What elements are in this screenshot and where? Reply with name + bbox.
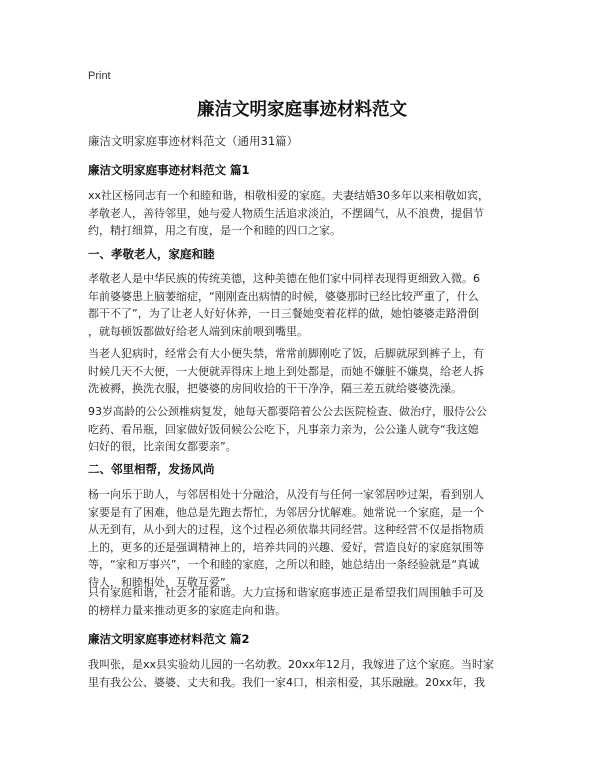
paragraph-line: 等，“家和万事兴”，一个和睦的家庭，之所以和睦，她总结出一条经验就是“真诚 bbox=[88, 558, 480, 571]
paragraph-line: 时候几天不大便，一大便就弄得床上地上到处都是，而她不嫌脏不嫌臭，给老人拆 bbox=[88, 364, 484, 378]
paragraph-line: 约，精打细算，用之有度，是一个和睦的四口之家。 bbox=[88, 224, 341, 237]
paragraph-line: 待人，和睦相处，互敬互爱”。 bbox=[88, 575, 237, 589]
paragraph-line: 洗被褥，换洗衣服，把婆婆的房间收拾的干干净净，隔三差五就给婆婆洗澡。 bbox=[88, 382, 462, 395]
paragraph-line: 我叫张，是xx县实验幼儿园的一名幼教。20xx年12月，我嫁进了这个家庭。当时家 bbox=[88, 658, 495, 671]
paragraph-line: 孝敬老人，善待邻里，她与爱人物质生活追求淡泊，不摆阔气，从不浪费，提倡节 bbox=[88, 206, 484, 220]
paragraph-line: 里有我公公、婆婆、丈夫和我。我们一家4口，相亲相爱，其乐融融。20xx年，我 bbox=[88, 675, 486, 689]
paragraph bbox=[88, 270, 516, 340]
paragraph-line: 吃药、看吊瓶，回家做好饭伺候公公吃下，凡事亲力亲为，公公逢人就夸“我这媳 bbox=[88, 422, 479, 436]
section-heading-neighbors: 二、邻里相帮，发扬风尚 bbox=[88, 462, 215, 476]
paragraph-line: 年前婆婆患上脑萎缩症，“刚刚查出病情的时候，婆婆那时已经比较严重了，什么 bbox=[88, 289, 479, 303]
paragraph bbox=[88, 403, 516, 456]
section-heading-part1: 廉洁文明家庭事迹材料范文 篇1 bbox=[88, 163, 250, 177]
print-link[interactable]: Print bbox=[88, 70, 111, 82]
paragraph-line: xx社区杨同志有一个和睦和谐，相敬相爱的家庭。夫妻结婚30多年以来相敬如宾， bbox=[88, 189, 490, 202]
paragraph-line: 只有家庭和谐，社会才能和谐。大力宣扬和谐家庭事迹正是希望我们周围触手可及 bbox=[88, 586, 484, 599]
document-subtitle: 廉洁文明家庭事迹材料范文（通用31篇） bbox=[88, 134, 299, 148]
paragraph bbox=[88, 486, 516, 591]
paragraph-line: 妇好的很，比亲闺女都要亲”。 bbox=[88, 440, 237, 453]
page-title: 廉洁文明家庭事迹材料范文 bbox=[197, 100, 407, 120]
paragraph-line: 上的，更多的还是强调精神上的，培养共同的兴趣、爱好，营造良好的家庭氛围等 bbox=[88, 540, 484, 554]
paragraph-line: ，就每顿饭都做好给老人端到床前喂到嘴里。 bbox=[88, 324, 308, 338]
paragraph-line: 从无到有，从小到大的过程，这个过程必须依靠共同经营。这种经营不仅是指物质 bbox=[88, 523, 484, 536]
paragraph-line: 93岁高龄的公公颈椎病复发，她每天都要陪着公公去医院检查、做治疗，服侍公公 bbox=[88, 405, 487, 418]
paragraph-line: 当老人犯病时，经常会有大小便失禁，常常前脚刚吃了饭，后脚就尿到裤子上，有 bbox=[88, 347, 484, 360]
section-heading-filial: 一、孝敬老人，家庭和睦 bbox=[88, 247, 215, 261]
paragraph-line: 杨一向乐于助人，与邻居相处十分融洽，从没有与任何一家邻居吵过架，看到别人 bbox=[88, 488, 484, 501]
paragraph-line: 的榜样力量来推动更多的家庭走向和谐。 bbox=[88, 603, 286, 617]
paragraph bbox=[88, 187, 516, 240]
paragraph-line: 都干不了”，为了让老人好好休养，一日三餐她变着花样的做，她怕婆婆走路滑倒 bbox=[88, 307, 479, 320]
paragraph bbox=[88, 345, 516, 398]
paragraph bbox=[88, 584, 516, 619]
paragraph bbox=[88, 656, 516, 691]
section-heading-part2: 廉洁文明家庭事迹材料范文 篇2 bbox=[88, 632, 250, 646]
paragraph-line: 孝敬老人是中华民族的传统美德，这种美德在他们家中同样表现得更细致入微。6 bbox=[88, 272, 480, 285]
paragraph-line: 家要是有了困难，他总是先跑去帮忙，为邻居分忧解难。她常说一个家庭，是一个 bbox=[88, 505, 484, 519]
